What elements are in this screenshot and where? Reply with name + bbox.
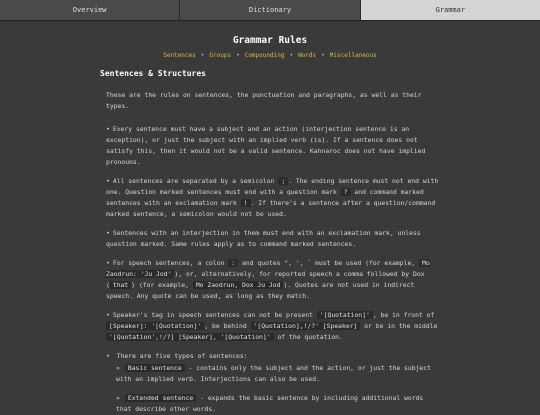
nav-separator: •	[321, 52, 325, 59]
rule-item	[106, 176, 440, 220]
rule-text: , be behind	[204, 322, 251, 330]
sentence-type-item	[116, 393, 440, 415]
rule-text: Every sentence must have a subject and an action (interjection sentence is an exception), or just the subject with an implied verb (is). If a sentence does not satisfy this, then it would not be a valid sentence. Kahnaroc does not have implied pronouns.	[106, 125, 426, 166]
rule-text: . If there's a sentence after a question/command marked sentence, a semicolon would not be used.	[106, 199, 436, 218]
code-snippet: '[Quotation],!/?' [Speaker]	[251, 322, 361, 330]
rules-list	[100, 124, 440, 415]
nav-separator: •	[236, 52, 240, 59]
rule-text: There are five types of sentences:	[116, 352, 248, 360]
rule-text: Sentences with an interjection in them must end with an exclamation mark, unless question marked. Same rules apply as to command marked sentences.	[106, 229, 421, 248]
tab-bar	[0, 0, 540, 21]
rule-text: or be in the middle	[360, 322, 438, 330]
tab-overview[interactable]: Overview	[0, 0, 180, 20]
sentence-type-item	[116, 363, 440, 385]
nav-link-compounding[interactable]: Compounding	[244, 52, 285, 59]
nav-link-sentences[interactable]: Sentences	[163, 52, 196, 59]
section-heading: Sentences & Structures	[100, 69, 206, 78]
sentence-type-name: Basic sentence	[125, 364, 185, 372]
section-nav	[100, 52, 440, 59]
code-snippet: that	[110, 281, 131, 289]
main-content	[100, 21, 440, 415]
code-snippet: [Speaker]: '[Quotation]'	[106, 322, 204, 330]
rule-item	[106, 310, 440, 343]
sentence-types-list	[106, 363, 440, 415]
code-snippet: '[Quotation]'	[317, 311, 373, 319]
rule-text: ). Quotes are not used in indirect speech. Any quote can be used, as long as they match.	[106, 281, 415, 300]
rule-text: For speech sentences, a colon	[112, 259, 229, 267]
sentence-type-name: Extended sentence	[125, 394, 196, 402]
nav-separator: •	[289, 52, 294, 59]
nav-link-miscellaneous[interactable]: Miscellaneous	[329, 52, 377, 59]
rule-text: . The ending sentence must not end with one. Question marked sentences must end with a question mark	[106, 177, 439, 196]
code-snippet: ?	[341, 188, 351, 196]
sentence-type-desc: - contains only the subject and the action, or just the subject with an implied verb. Interjections can also be used.	[116, 364, 431, 383]
code-snippet: ;	[278, 177, 288, 185]
rule-text: , be in front of	[372, 311, 435, 319]
rule-text: of the quotation.	[273, 333, 343, 341]
rule-text: ) (for example,	[131, 281, 193, 289]
code-snippet: '[Quotation',!/?] [Speaker], '[Quotation]'	[106, 333, 274, 341]
rule-item	[106, 124, 440, 168]
rule-text: Speaker's tag in speech sentences can not be present	[112, 311, 317, 319]
intro-text: These are the rules on sentences, the punctuation and paragraphs, as well as their types.	[106, 91, 422, 110]
rule-text: and command marked sentences with an exclamation mark	[106, 188, 424, 207]
rule-text: and quotes ", ', ` must be used (for example,	[238, 259, 419, 267]
sentence-type-desc: - expands the basic sentence by including additional words that describe other words.	[116, 394, 424, 413]
nav-link-words[interactable]: Words	[298, 52, 317, 59]
code-snippet: Mo Zaodrun: 'Ju Jod'	[106, 259, 430, 278]
code-snippet: !	[241, 199, 251, 207]
code-snippet: :	[228, 259, 238, 267]
rule-item	[106, 228, 440, 250]
nav-separator: •	[200, 52, 205, 59]
page-title: Grammar Rules	[232, 35, 308, 46]
rule-item	[106, 351, 440, 415]
rule-item	[106, 258, 440, 302]
rule-text: All sentences are separated by a semicolon	[112, 177, 279, 185]
nav-link-groups[interactable]: Groups	[209, 52, 232, 59]
rule-text: ), or, alternatively, for reported speech a comma followed by Dox (	[106, 270, 425, 289]
tab-grammar[interactable]: Grammar	[361, 0, 540, 20]
tab-dictionary[interactable]: Dictionary	[180, 0, 360, 20]
code-snippet: Mo Zaodrun, Dox Ju Jod	[193, 281, 284, 289]
